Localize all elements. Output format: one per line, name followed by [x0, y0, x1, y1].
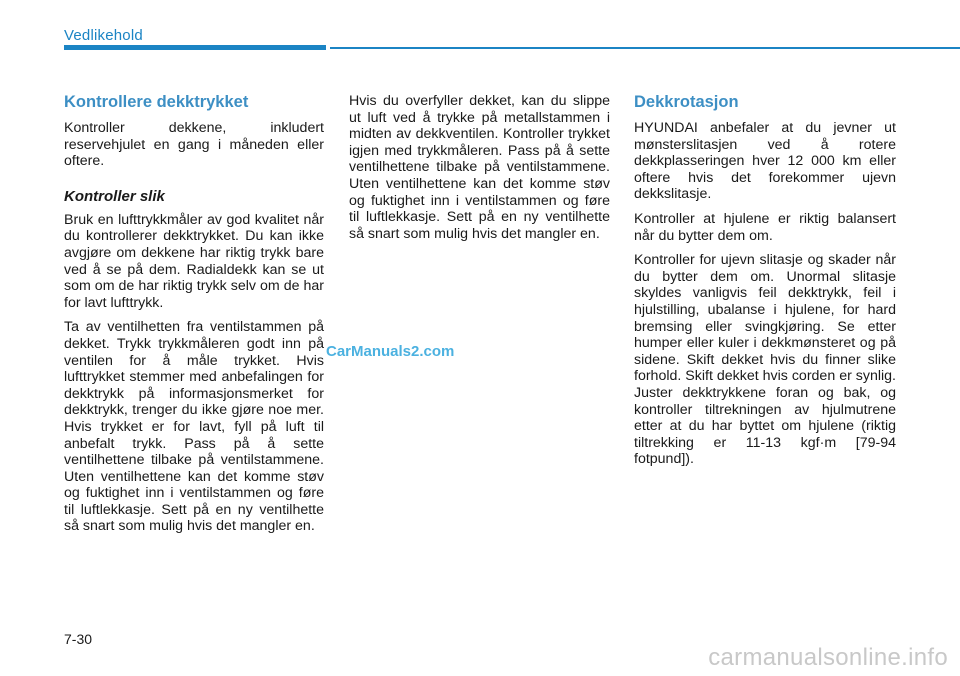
header-rule-thick [64, 45, 326, 50]
section-label: Vedlikehold [64, 27, 143, 44]
paragraph-balance: Kontroller at hjulene er riktig balansert når du bytter dem om. [634, 210, 896, 244]
paragraph-rotation-recommendation: HYUNDAI anbefaler at du jevner ut mønsterslitasjen ved å rotere dekkplasseringen hver 12 000 km eller oftere hvis det forekommer ujevn dekkslitasje. [634, 120, 896, 203]
column-right [634, 92, 896, 476]
header-rule-thin [330, 47, 960, 49]
carmanuals-watermark: CarManuals2.com [326, 343, 455, 360]
page-number: 7-30 [64, 631, 93, 647]
paragraph-gauge: Bruk en lufttrykkmåler av god kvalitet når du kontrollerer dekktrykket. Du kan ikke avgjøre om dekkene har riktig trykk bare ved å se på dem. Radialdekk kan se ut som om de har riktig trykk selv om de har for lavt lufttrykk. [64, 211, 324, 311]
footer-site-watermark: carmanualsonline.info [708, 644, 948, 671]
heading-tire-rotation: Dekkrotasjon [634, 93, 739, 111]
paragraph-valve-cap: Ta av ventilhetten fra ventilstammen på dekket. Trykk trykkmåleren godt inn på ventilen for å måle trykket. Hvis lufttrykket stemmer med anbefalingen for dekktrykk på informasjonsmerket for dekktrykk, trenger du ikke gjøre noe mer. Hvis trykket er for lavt, fyll på luft til anbefalt trykk. Pass på å sette ventilhettene tilbake på ventilstammene. Uten ventilhettene kan det komme støv og fuktighet inn i ventilstammen og føre til luftlekkasje. Sett på en ny ventilhette så snart som mulig hvis det mangler en. [64, 319, 324, 535]
subheading-how-to-check: Kontroller slik [64, 187, 165, 205]
column-middle [349, 93, 610, 250]
column-left [64, 92, 324, 543]
heading-check-tire-pressure: Kontrollere dekktrykket [64, 93, 249, 111]
paragraph-intro: Kontroller dekkene, inkludert reservehjulet en gang i måneden eller oftere. [64, 120, 324, 170]
paragraph-wear-check: Kontroller for ujevn slitasje og skader når du bytter dem om. Unormal slitasje skyldes vanligvis feil dekktrykk, feil i hjulstilling, ubalanse i hjulene, for hard bremsing eller svingkjøring. Se etter humper eller kuler i dekkmønsteret og på sidene. Skift dekket hvis du finner slike forhold. Skift dekket hvis corden er synlig. Juster dekktrykkene foran og bak, og kontroller tiltrekningen av hjulmutrene etter at du har byttet om hjulene (riktig tiltrekking er 11-13 kgf·m [79-94 fotpund]). [634, 252, 896, 468]
paragraph-overfill: Hvis du overfyller dekket, kan du slippe ut luft ved å trykke på metallstammen i midten av dekkventilen. Kontroller trykket igjen med trykkmåleren. Pass på å sette ventilhettene tilbake på ventilstammene. Uten ventilhettene kan det komme støv og fuktighet inn i ventilstammen og føre til luftlekkasje. Sett på en ny ventilhette så snart som mulig hvis det mangler en. [349, 93, 610, 242]
